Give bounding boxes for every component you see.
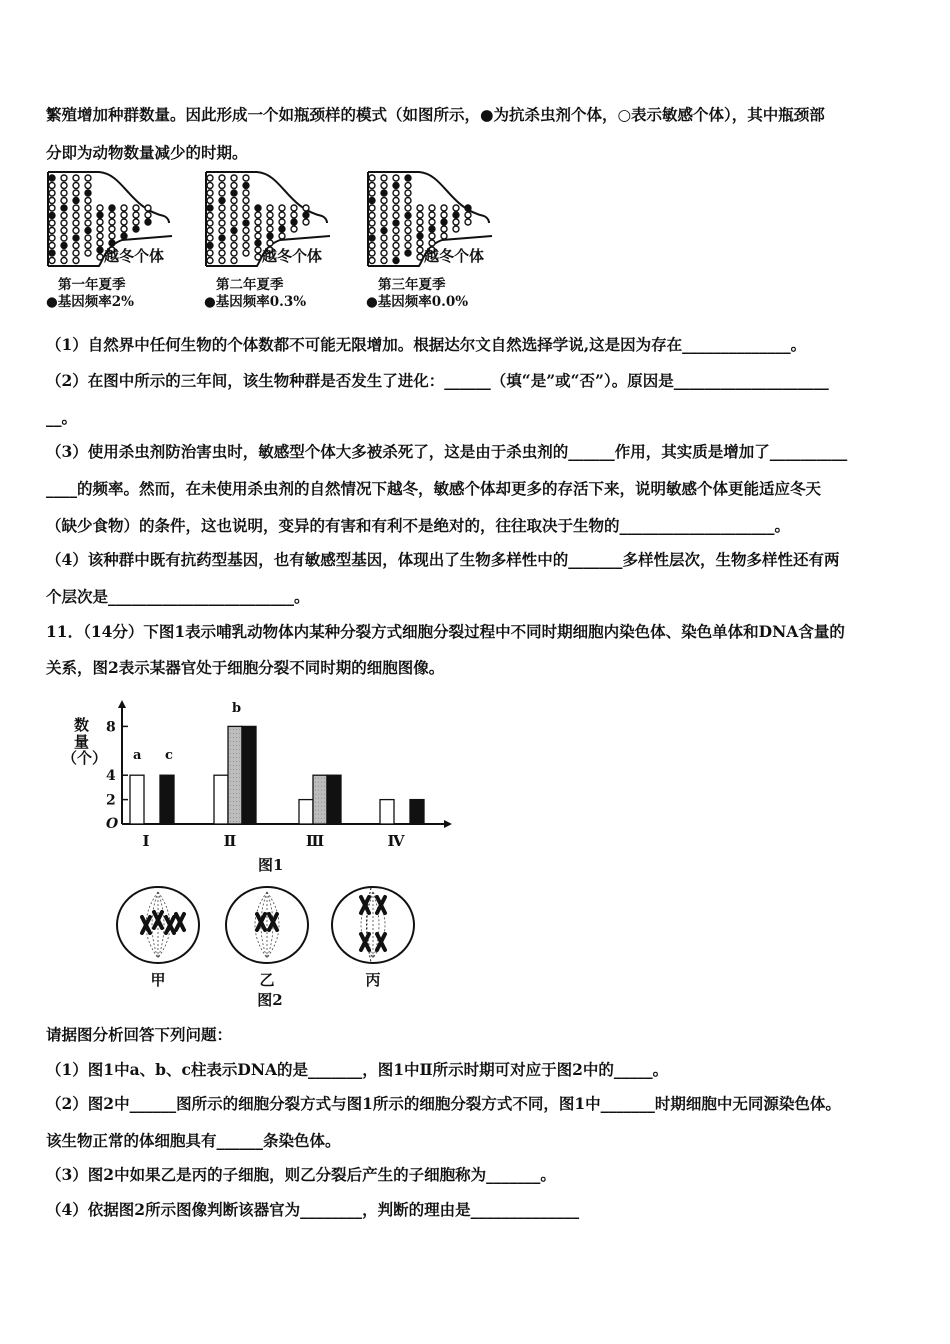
individual-dot — [369, 250, 375, 256]
individual-dot — [97, 254, 103, 260]
individual-dot — [381, 213, 387, 219]
individual-dot — [109, 240, 115, 246]
bar-c — [410, 800, 424, 824]
individual-dot — [207, 243, 213, 249]
individual-dot — [381, 175, 387, 181]
individual-dot — [219, 183, 225, 189]
individual-dot — [369, 190, 375, 196]
individual-dot — [369, 243, 375, 249]
individual-dot — [85, 235, 91, 241]
individual-dot — [255, 240, 261, 246]
individual-dot — [61, 258, 67, 264]
individual-dot — [243, 198, 249, 204]
cell-label: 丙 — [365, 971, 381, 989]
individual-dot — [255, 226, 261, 232]
individual-dot — [453, 226, 459, 232]
chart-title: 图1 — [258, 856, 284, 874]
y-tick-label: O — [106, 816, 119, 832]
individual-dot — [73, 243, 79, 249]
individual-dot — [405, 198, 411, 204]
individual-dot — [369, 175, 375, 181]
individual-dot — [417, 254, 423, 260]
individual-dot — [73, 235, 79, 241]
individual-dot — [85, 175, 91, 181]
bottleneck-panel — [46, 172, 172, 310]
y-axis-label-part: 量 — [74, 733, 90, 751]
individual-dot — [85, 250, 91, 256]
chromosome — [176, 914, 184, 930]
individual-dot — [73, 175, 79, 181]
individual-dot — [85, 243, 91, 249]
individual-dot — [465, 212, 471, 218]
individual-dot — [49, 220, 55, 226]
individual-dot — [381, 228, 387, 234]
individual-dot — [393, 183, 399, 189]
bar-c — [160, 775, 174, 824]
figure-1-chart — [60, 700, 460, 884]
individual-dot — [121, 212, 127, 218]
individual-dot — [61, 175, 67, 181]
y-axis-arrow — [118, 700, 126, 708]
individual-dot — [219, 243, 225, 249]
individual-dot — [85, 220, 91, 226]
individual-dot — [121, 205, 127, 211]
x-tick-label: Ⅱ — [223, 832, 237, 850]
series-label-c: c — [165, 748, 173, 763]
gene-frequency-label: ●基因频率0.0% — [366, 294, 469, 310]
individual-dot — [73, 228, 79, 234]
series-label-b: b — [232, 701, 242, 716]
individual-dot — [405, 235, 411, 241]
chromosome — [361, 934, 369, 950]
y-axis-label-part: （个） — [62, 749, 108, 767]
x-axis-arrow — [444, 820, 452, 828]
individual-dot — [61, 243, 67, 249]
individual-dot — [441, 233, 447, 239]
individual-dot — [231, 220, 237, 226]
gene-frequency-label: ●基因频率2% — [46, 294, 135, 310]
text-line: 分即为动物数量减少的时期。 — [46, 143, 248, 162]
individual-dot — [145, 212, 151, 218]
individual-dot — [61, 183, 67, 189]
cell-label: 甲 — [150, 971, 166, 989]
individual-dot — [207, 213, 213, 219]
individual-dot — [453, 205, 459, 211]
individual-dot — [429, 205, 435, 211]
individual-dot — [429, 240, 435, 246]
individual-dot — [243, 175, 249, 181]
individual-dot — [49, 250, 55, 256]
individual-dot — [73, 198, 79, 204]
question-2: （2）在图中所示的三年间，该生物种群是否发生了进化：______（填“是”或“否”）。原因是____________________ — [46, 371, 829, 390]
individual-dot — [231, 190, 237, 196]
individual-dot — [243, 228, 249, 234]
bar-a — [299, 800, 313, 824]
individual-dot — [393, 205, 399, 211]
individual-dot — [279, 219, 285, 225]
bottleneck-figure — [44, 168, 564, 317]
individual-dot — [231, 258, 237, 264]
sub-question-3: （3）图2中如果乙是丙的子细胞，则乙分裂后产生的子细胞称为_______。 — [46, 1165, 556, 1184]
individual-dot — [61, 213, 67, 219]
cell-label: 乙 — [259, 971, 275, 989]
individual-dot — [97, 247, 103, 253]
individual-dot — [405, 243, 411, 249]
individual-dot — [381, 190, 387, 196]
individual-dot — [255, 219, 261, 225]
individual-dot — [207, 198, 213, 204]
individual-dot — [49, 198, 55, 204]
individual-dot — [369, 213, 375, 219]
individual-dot — [405, 205, 411, 211]
individual-dot — [405, 183, 411, 189]
individual-dot — [85, 183, 91, 189]
individual-dot — [381, 258, 387, 264]
individual-dot — [85, 228, 91, 234]
individual-dot — [291, 205, 297, 211]
individual-dot — [303, 219, 309, 225]
individual-dot — [453, 219, 459, 225]
overwinter-label: 越冬个体 — [424, 247, 485, 265]
individual-dot — [369, 183, 375, 189]
y-axis-label — [62, 716, 107, 767]
chromosome — [377, 897, 385, 913]
individual-dot — [243, 205, 249, 211]
x-tick-label: Ⅳ — [387, 832, 405, 850]
individual-dot — [243, 213, 249, 219]
individual-dot — [393, 250, 399, 256]
individual-dot — [369, 228, 375, 234]
individual-dot — [279, 212, 285, 218]
ask-line: 请据图分析回答下列问题： — [46, 1025, 233, 1044]
individual-dot — [219, 198, 225, 204]
individual-dot — [219, 235, 225, 241]
individual-dot — [61, 220, 67, 226]
season-label: 第二年夏季 — [216, 277, 284, 293]
individual-dot — [267, 219, 273, 225]
individual-dot — [231, 175, 237, 181]
individual-dot — [133, 226, 139, 232]
individual-dot — [133, 205, 139, 211]
bottleneck-panel — [366, 172, 492, 310]
individual-dot — [381, 235, 387, 241]
individual-dot — [61, 198, 67, 204]
individual-dot — [207, 190, 213, 196]
individual-dot — [109, 205, 115, 211]
figure-2-cells — [110, 880, 430, 1014]
individual-dot — [243, 250, 249, 256]
individual-dot — [369, 198, 375, 204]
individual-dot — [267, 233, 273, 239]
individual-dot — [405, 220, 411, 226]
individual-dot — [109, 226, 115, 232]
individual-dot — [219, 190, 225, 196]
individual-dot — [255, 205, 261, 211]
individual-dot — [73, 205, 79, 211]
individual-dot — [465, 205, 471, 211]
cell-3 — [332, 887, 414, 989]
individual-dot — [267, 205, 273, 211]
individual-dot — [255, 212, 261, 218]
individual-dot — [219, 213, 225, 219]
individual-dot — [381, 205, 387, 211]
individual-dot — [121, 219, 127, 225]
individual-dot — [49, 235, 55, 241]
individual-dot — [219, 258, 225, 264]
individual-dot — [231, 213, 237, 219]
bar-c — [242, 726, 256, 824]
bar-a — [380, 800, 394, 824]
individual-dot — [405, 228, 411, 234]
individual-dot — [243, 243, 249, 249]
individual-dot — [393, 175, 399, 181]
individual-dot — [369, 205, 375, 211]
sub-question-1: （1）图1中a、b、c柱表示DNA的是_______，图1中Ⅱ所示时期可对应于图2中的_____。 — [46, 1060, 669, 1079]
individual-dot — [417, 233, 423, 239]
individual-dot — [219, 205, 225, 211]
individual-dot — [381, 250, 387, 256]
individual-dot — [109, 219, 115, 225]
individual-dot — [49, 175, 55, 181]
individual-dot — [219, 220, 225, 226]
individual-dot — [429, 219, 435, 225]
individual-dot — [291, 219, 297, 225]
individual-dot — [219, 175, 225, 181]
individual-dot — [441, 226, 447, 232]
individual-dot — [109, 212, 115, 218]
gene-frequency-label: ●基因频率0.3% — [204, 294, 307, 310]
overwinter-label: 越冬个体 — [104, 247, 165, 265]
individual-dot — [207, 250, 213, 256]
individual-dot — [61, 190, 67, 196]
question-3: （3）使用杀虫剂防治害虫时，敏感型个体大多被杀死了，这是由于杀虫剂的______作用，其实质是增加了__________ — [46, 442, 848, 461]
individual-dot — [97, 212, 103, 218]
y-tick-label: 2 — [106, 792, 116, 809]
individual-dot — [243, 190, 249, 196]
individual-dot — [417, 219, 423, 225]
individual-dot — [405, 190, 411, 196]
individual-dot — [441, 212, 447, 218]
individual-dot — [207, 228, 213, 234]
individual-dot — [133, 212, 139, 218]
question-4-cont: 个层次是________________________。 — [46, 587, 310, 606]
individual-dot — [393, 243, 399, 249]
individual-dot — [429, 212, 435, 218]
individual-dot — [417, 240, 423, 246]
bar-a — [214, 775, 228, 824]
individual-dot — [231, 250, 237, 256]
individual-dot — [405, 213, 411, 219]
individual-dot — [97, 205, 103, 211]
bar-c — [327, 775, 341, 824]
individual-dot — [97, 233, 103, 239]
individual-dot — [369, 220, 375, 226]
individual-dot — [73, 250, 79, 256]
y-axis-label-part: 数 — [74, 716, 90, 734]
question-3-cont: （缺少食物）的条件，这也说明，变异的有害和有利不是绝对的，往往取决于生物的____________________。 — [46, 516, 791, 535]
bar-a — [130, 775, 144, 824]
individual-dot — [109, 233, 115, 239]
figure-2-title: 图2 — [257, 991, 283, 1009]
individual-dot — [393, 213, 399, 219]
individual-dot — [393, 220, 399, 226]
problem-11: 11．（14分）下图1表示哺乳动物体内某种分裂方式细胞分裂过程中不同时期细胞内染色体、染色单体和DNA含量的 — [46, 622, 845, 641]
cell-2 — [226, 887, 308, 989]
sub-question-4: （4）依据图2所示图像判断该器官为________，判断的理由是______________ — [46, 1200, 580, 1219]
individual-dot — [303, 205, 309, 211]
individual-dot — [207, 183, 213, 189]
individual-dot — [381, 220, 387, 226]
individual-dot — [255, 247, 261, 253]
individual-dot — [145, 205, 151, 211]
individual-dot — [453, 212, 459, 218]
individual-dot — [145, 219, 151, 225]
individual-dot — [49, 228, 55, 234]
individual-dot — [85, 190, 91, 196]
individual-dot — [207, 235, 213, 241]
individual-dot — [417, 205, 423, 211]
individual-dot — [393, 198, 399, 204]
bottleneck-panel — [204, 172, 330, 310]
individual-dot — [279, 233, 285, 239]
x-tick-label: Ⅰ — [142, 832, 150, 850]
individual-dot — [465, 219, 471, 225]
problem-11-cont: 关系，图2表示某器官处于细胞分裂不同时期的细胞图像。 — [46, 658, 445, 677]
individual-dot — [381, 183, 387, 189]
season-label: 第三年夏季 — [378, 277, 446, 293]
individual-dot — [49, 243, 55, 249]
y-tick-label: 4 — [106, 768, 116, 785]
individual-dot — [73, 190, 79, 196]
individual-dot — [279, 226, 285, 232]
individual-dot — [267, 226, 273, 232]
individual-dot — [405, 250, 411, 256]
sub-question-2-cont: 该生物正常的体细胞具有______条染色体。 — [46, 1131, 341, 1150]
individual-dot — [85, 213, 91, 219]
question-2-cont: __。 — [46, 408, 78, 427]
individual-dot — [49, 190, 55, 196]
individual-dot — [73, 213, 79, 219]
individual-dot — [49, 258, 55, 264]
individual-dot — [417, 212, 423, 218]
individual-dot — [121, 226, 127, 232]
individual-dot — [429, 226, 435, 232]
season-label: 第一年夏季 — [58, 277, 126, 293]
individual-dot — [207, 175, 213, 181]
individual-dot — [85, 198, 91, 204]
y-tick-label: 8 — [106, 719, 116, 736]
individual-dot — [381, 198, 387, 204]
individual-dot — [97, 240, 103, 246]
individual-dot — [73, 220, 79, 226]
individual-dot — [97, 219, 103, 225]
individual-dot — [243, 220, 249, 226]
individual-dot — [369, 235, 375, 241]
individual-dot — [255, 233, 261, 239]
individual-dot — [417, 226, 423, 232]
individual-dot — [231, 205, 237, 211]
individual-dot — [267, 240, 273, 246]
individual-dot — [429, 233, 435, 239]
individual-dot — [291, 212, 297, 218]
question-4: （4）该种群中既有抗药型基因，也有敏感型基因，体现出了生物多样性中的_______多样性层次，生物多样性还有两 — [46, 550, 840, 569]
individual-dot — [243, 183, 249, 189]
individual-dot — [291, 226, 297, 232]
individual-dot — [49, 183, 55, 189]
question-1: （1）自然界中任何生物的个体数都不可能无限增加。根据达尔文自然选择学说,这是因为存在______________。 — [46, 335, 807, 354]
series-label-a: a — [133, 748, 142, 763]
individual-dot — [393, 235, 399, 241]
individual-dot — [207, 220, 213, 226]
cell-1 — [117, 887, 199, 989]
overwinter-label: 越冬个体 — [262, 247, 323, 265]
individual-dot — [207, 205, 213, 211]
chromosome — [377, 934, 385, 950]
individual-dot — [85, 205, 91, 211]
individual-dot — [121, 233, 127, 239]
individual-dot — [207, 258, 213, 264]
individual-dot — [393, 258, 399, 264]
individual-dot — [61, 205, 67, 211]
individual-dot — [267, 212, 273, 218]
individual-dot — [393, 190, 399, 196]
individual-dot — [231, 228, 237, 234]
individual-dot — [219, 250, 225, 256]
individual-dot — [133, 219, 139, 225]
individual-dot — [49, 205, 55, 211]
individual-dot — [61, 228, 67, 234]
individual-dot — [417, 247, 423, 253]
individual-dot — [61, 235, 67, 241]
individual-dot — [97, 226, 103, 232]
individual-dot — [73, 258, 79, 264]
individual-dot — [441, 205, 447, 211]
individual-dot — [231, 243, 237, 249]
individual-dot — [303, 212, 309, 218]
text-line: 繁殖增加种群数量。因此形成一个如瓶颈样的模式（如图所示，●为抗杀虫剂个体，○表示敏感个体），其中瓶颈部 — [46, 105, 825, 124]
individual-dot — [381, 243, 387, 249]
individual-dot — [61, 250, 67, 256]
individual-dot — [393, 228, 399, 234]
individual-dot — [231, 235, 237, 241]
individual-dot — [231, 183, 237, 189]
individual-dot — [243, 235, 249, 241]
individual-dot — [49, 213, 55, 219]
x-tick-label: Ⅲ — [305, 832, 325, 850]
individual-dot — [279, 205, 285, 211]
individual-dot — [231, 198, 237, 204]
individual-dot — [405, 175, 411, 181]
question-3-cont: ____的频率。然而，在未使用杀虫剂的自然情况下越冬，敏感个体却更多的存活下来，说明敏感个体更能适应冬天 — [46, 479, 822, 498]
individual-dot — [369, 258, 375, 264]
sub-question-2: （2）图2中______图所示的细胞分裂方式与图1所示的细胞分裂方式不同，图1中_______时期细胞中无同源染色体。 — [46, 1094, 841, 1113]
individual-dot — [255, 254, 261, 260]
individual-dot — [219, 228, 225, 234]
individual-dot — [441, 219, 447, 225]
individual-dot — [73, 183, 79, 189]
